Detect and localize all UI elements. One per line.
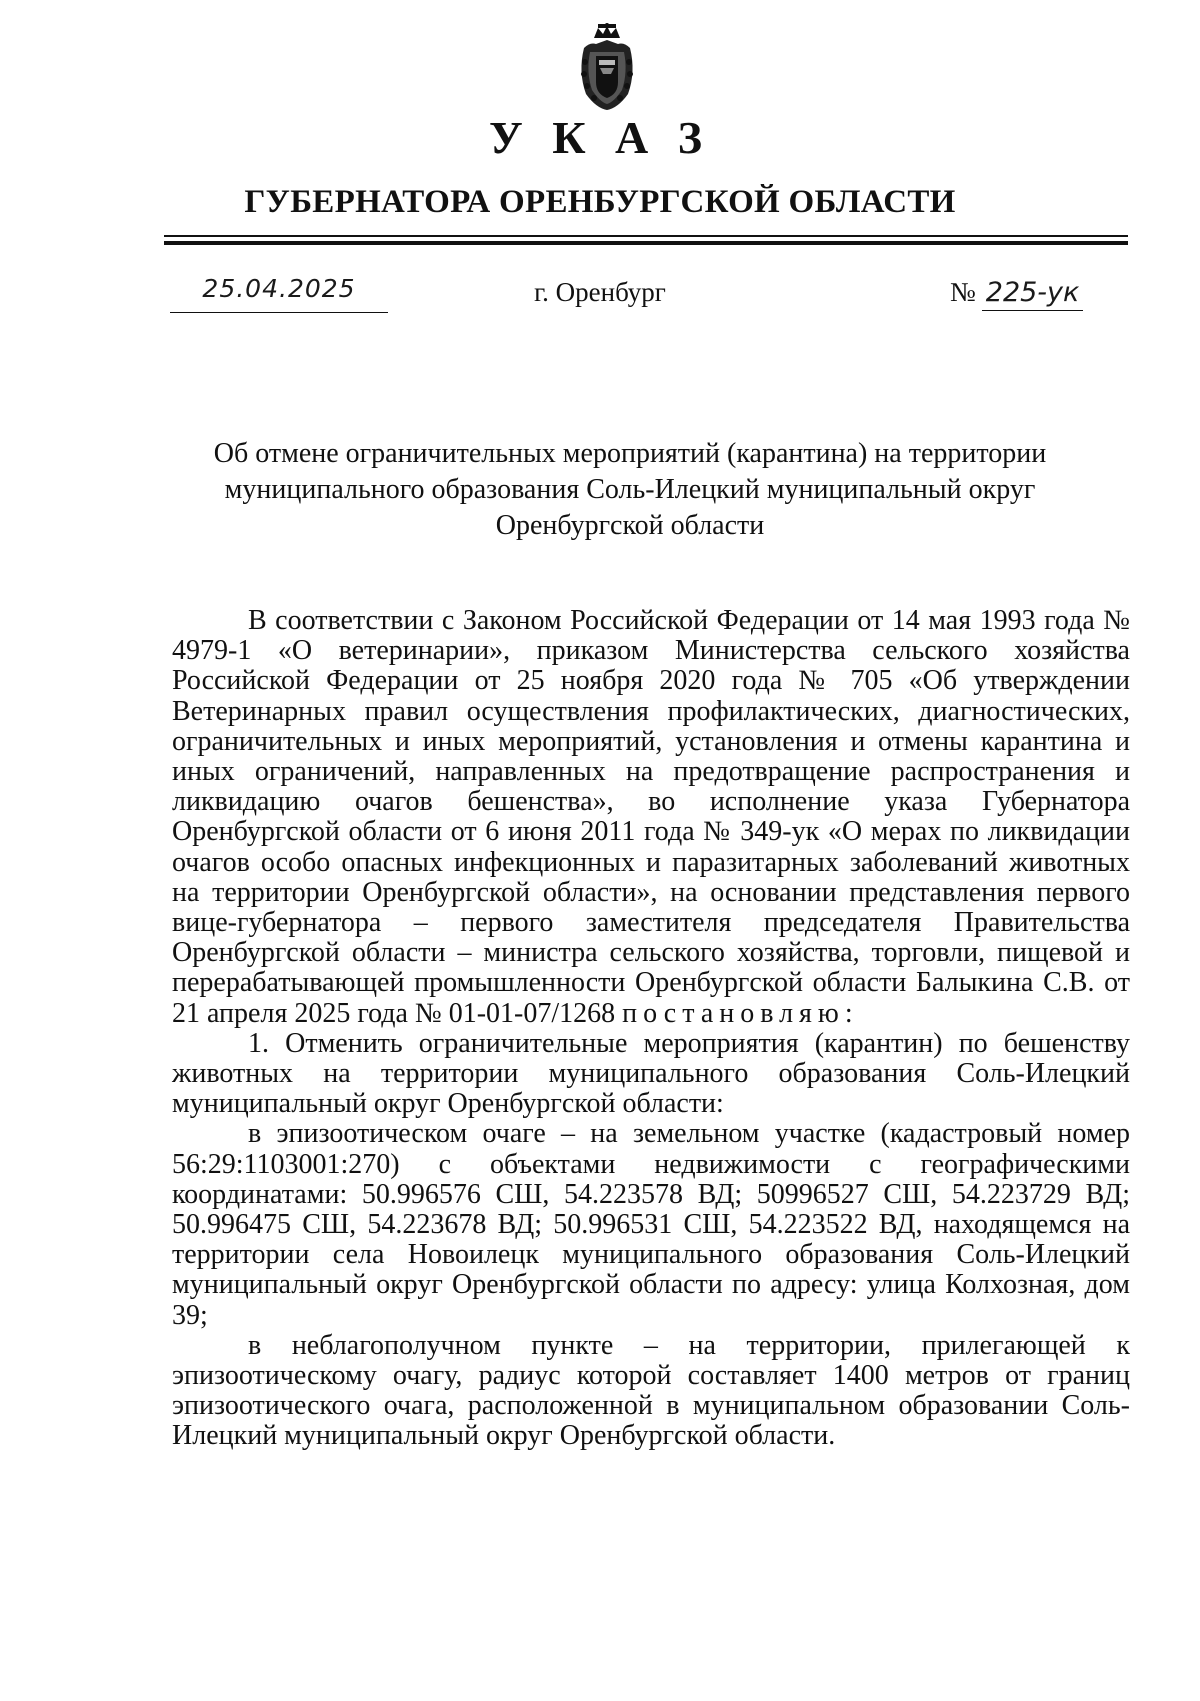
header-divider-thick [164,241,1128,245]
item-1-paragraph: 1. Отменить ограничительные мероприятия (карантин) по бешенству животных на территории муниципального образования Соль-Илецкий муниципальный округ Оренбургской области: [172,1027,1130,1120]
document-subject: Об отмене ограничительных мероприятий (карантина) на территории муниципального образования Соль-Илецкий муниципальный округ Оренбургской области [213,438,1047,541]
decree-word: постановляю: [622,997,859,1029]
document-number [950,272,1083,312]
number-value: 225-ук [982,276,1084,311]
document-title: У К А З [488,112,712,163]
coat-of-arms-icon [576,22,638,112]
preamble-text: В соответствии с Законом Российской Федерации от 14 мая 1993 года № 4979-1 «О ветеринарии», приказом Министерства сельского хозяйства Российской Федерации от 25 ноября 2020 года № 705 «Об утверждении Ветеринарных правил осуществления профилактических, диагностических, ограничительных и иных мероприятий, установления и отмены карантина и иных ограничений, направленных на предотвращение распространения и ликвидацию очагов бешенства», во исполнение указа Губернатора Оренбургской области от 6 июня 2011 года № 349-ук «О мерах по ликвидации очагов особо опасных инфекционных и паразитарных заболеваний животных на территории Оренбургской области», на основании представления первого вице-губернатора – первого заместителя председателя Правительства Оренбургской области – министра сельского хозяйства, торговли, пищевой и перерабатывающей промышленности Оренбургской области Балыкина С.В. от 21 апреля 2025 года № 01-01-07/1268 [172,605,1130,1029]
item-1a-paragraph: в эпизоотическом очаге – на земельном участке (кадастровый номер 56:29:1103001:270) с объектами недвижимости с географическими координатами: 50.996576 СШ, 54.223578 ВД; 50996527 СШ, 54.223729 ВД; 50.996475 СШ, 54.223678 ВД; 50.996531 СШ, 54.223522 ВД, находящемся на территории села Новоилецк муниципального образования Соль-Илецкий муниципальный округ Оренбургской области по адресу: улица Колхозная, дом 39; [172,1118,1130,1331]
document-body [172,606,1130,1452]
item-1b-paragraph: в неблагополучном пункте – на территории, прилегающей к эпизоотическому очагу, радиус которой составляет 1400 метров от границ эпизоотического очага, расположенной в муниципальном образовании Соль-Илецкий муниципальный округ Оренбургской области. [172,1329,1130,1452]
number-label: № [950,277,976,307]
preamble-paragraph [172,606,1130,1029]
document-meta-row [0,272,1200,322]
document-issuer: ГУБЕРНАТОРА ОРЕНБУРГСКОЙ ОБЛАСТИ [244,184,956,220]
document-date: 25.04.2025 [170,272,388,313]
document-city: г. Оренбург [534,277,666,307]
header-divider-thin [164,235,1128,237]
